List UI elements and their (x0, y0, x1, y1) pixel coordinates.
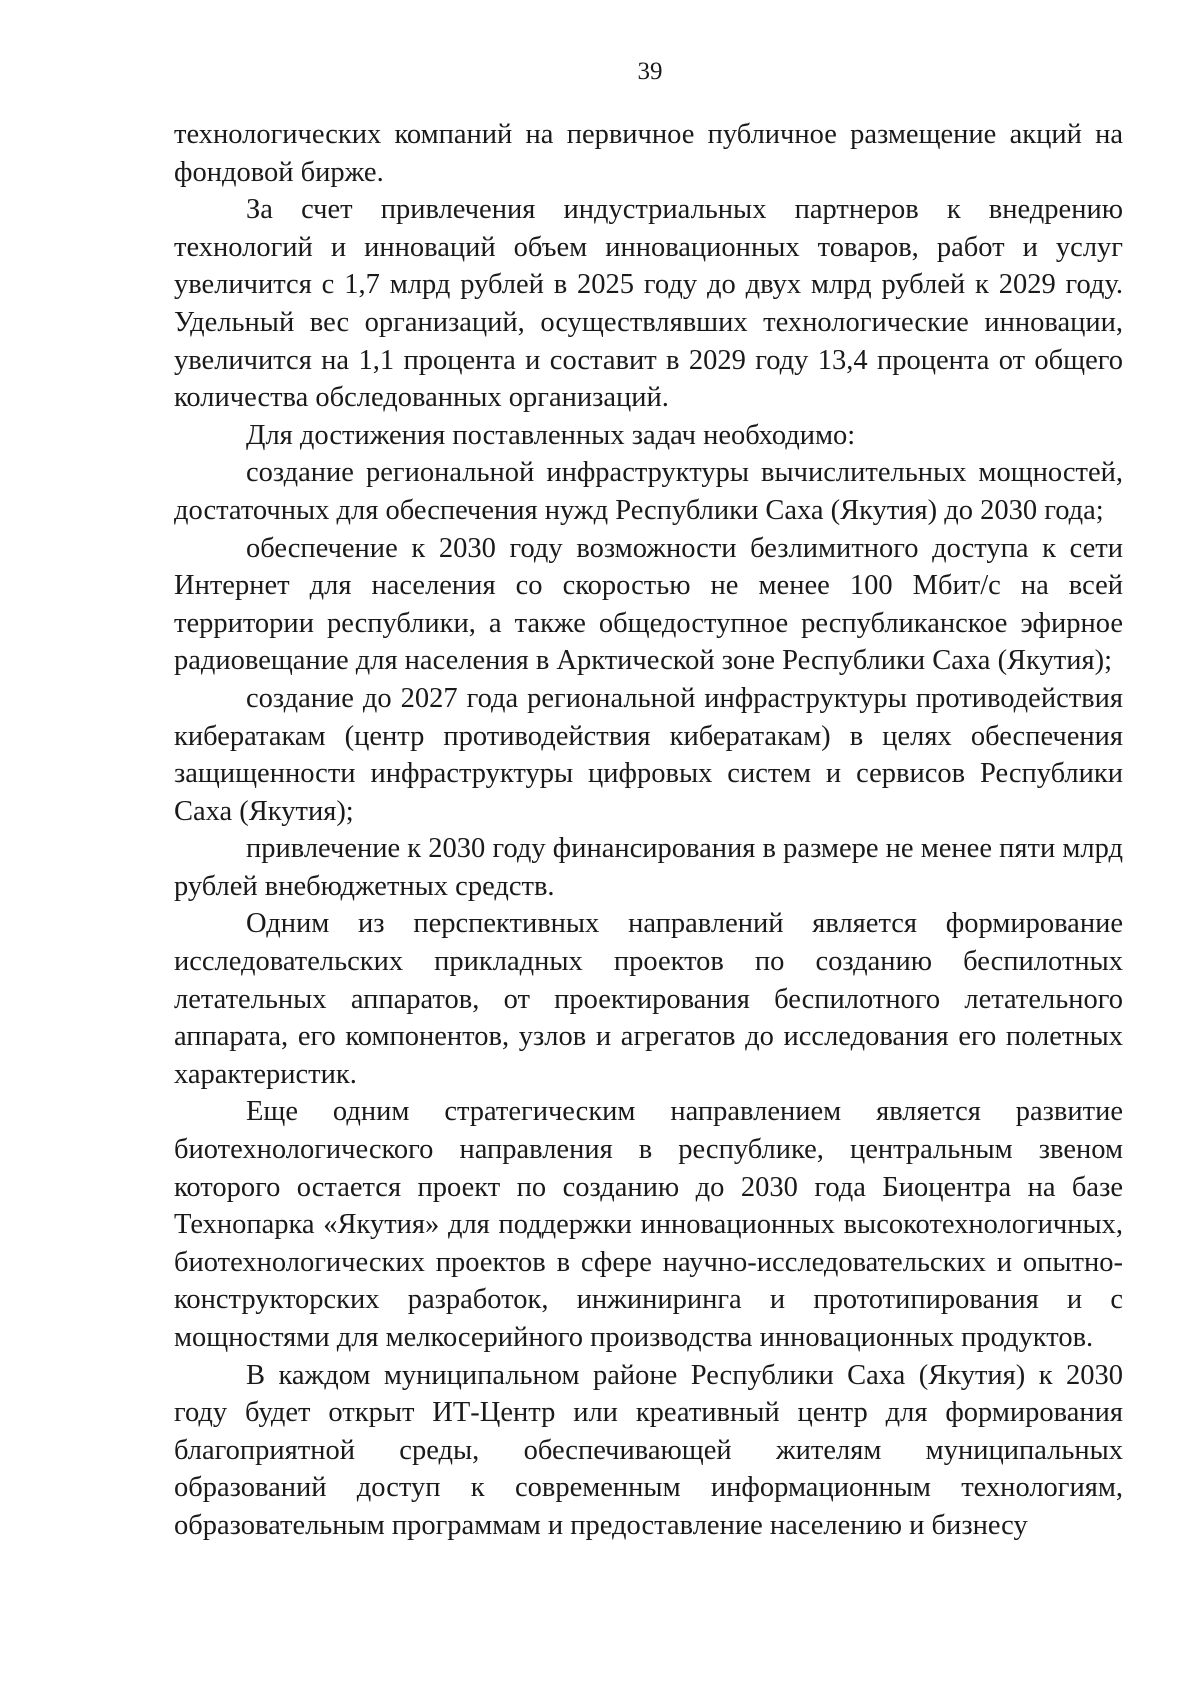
paragraph: В каждом муниципальном районе Республики Саха (Якутия) к 2030 году будет открыт ИТ-Центр или креативный центр для формирования благоприятной среды, обеспечивающей жителям муниципальных образований доступ к современным информационным технологиям, образовательным программам и предоставление населению и бизнесу (174, 1359, 1123, 1541)
paragraph: Для достижения поставленных задач необходимо: (246, 419, 856, 451)
paragraph: За счет привлечения индустриальных партнеров к внедрению технологий и инноваций объем инновационных товаров, работ и услуг увеличится с 1,7 млрд рублей в 2025 году до двух млрд рублей к 2029 году. Удельный вес организаций, осуществлявших технологические инновации, увеличится на 1,1 процента и составит в 2029 году 13,4 процента от общего количества обследованных организаций. (174, 194, 1123, 414)
paragraph: Еще одним стратегическим направлением является развитие биотехнологического направления в республике, центральным звеном которого остается проект по созданию до 2030 года Биоцентра на базе Технопарка «Якутия» для поддержки инновационных высокотехнологичных, биотехнологических проектов в сфере научно-исследовательских и опытно-конструкторских разработок, инжиниринга и прототипирования и с мощностями для мелкосерийного производства инновационных продуктов. (174, 1096, 1123, 1353)
paragraph: Одним из перспективных направлений является формирование исследовательских прикладных проектов по созданию беспилотных летательных аппаратов, от проектирования беспилотного летательного аппарата, его компонентов, узлов и агрегатов до исследования его полетных характеристик. (174, 908, 1123, 1090)
list-item: создание до 2027 года региональной инфраструктуры противодействия кибератакам (центр противодействия кибератакам) в целях обеспечения защищенности инфраструктуры цифровых систем и сервисов Республики Саха (Якутия); (174, 682, 1123, 827)
page-number: 39 (637, 58, 663, 85)
list-item: обеспечение к 2030 году возможности безлимитного доступа к сети Интернет для населения со скоростью не менее 100 Мбит/с на всей территории республики, а также общедоступное республиканское эфирное радиовещание для населения в Арктической зоне Республики Саха (Якутия); (174, 532, 1123, 677)
list-item: создание региональной инфраструктуры вычислительных мощностей, достаточных для обеспечения нужд Республики Саха (Якутия) до 2030 года; (174, 457, 1123, 526)
list-item: привлечение к 2030 году финансирования в размере не менее пяти млрд рублей внебюджетных средств. (174, 833, 1123, 902)
paragraph-continuation: технологических компаний на первичное публичное размещение акций на фондовой бирже. (174, 119, 1123, 188)
document-body (174, 116, 1123, 1545)
